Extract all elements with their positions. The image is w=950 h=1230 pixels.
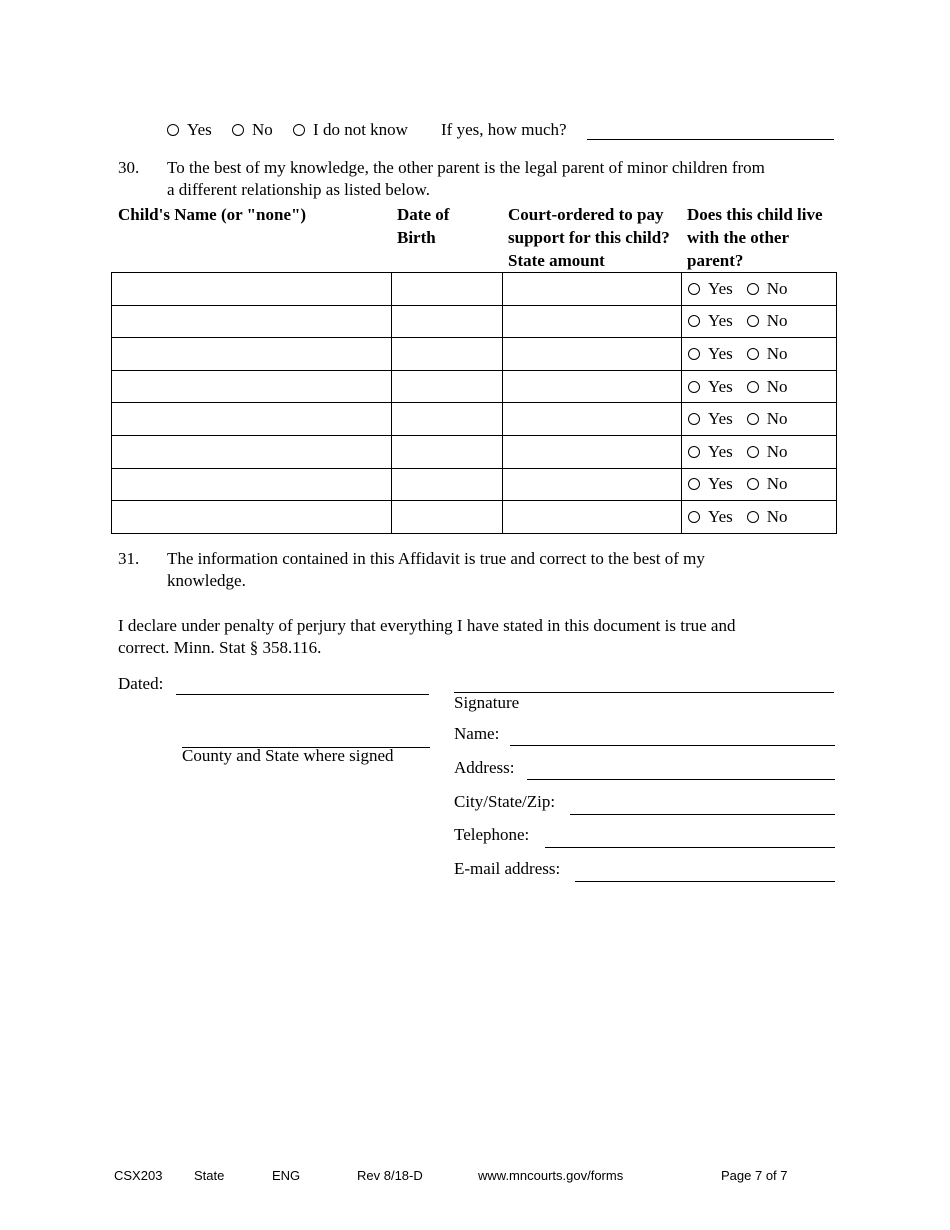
lives-with-no-label: No (766, 376, 788, 396)
child-name-cell[interactable] (112, 501, 392, 534)
footer-page-number: Page 7 of 7 (721, 1168, 788, 1183)
item-31-text-line2: knowledge. (167, 571, 246, 590)
city-state-zip-input[interactable] (570, 814, 835, 815)
radio-circle-icon[interactable] (232, 124, 244, 136)
radio-circle-icon[interactable] (747, 381, 759, 393)
child-name-cell[interactable] (112, 273, 392, 306)
lives-with-yes-label: Yes (708, 506, 733, 526)
radio-circle-icon[interactable] (747, 478, 759, 490)
lives-with-yes-option[interactable] (688, 474, 733, 494)
child-support-cell[interactable] (503, 435, 682, 468)
telephone-input[interactable] (545, 847, 835, 848)
table-row (112, 338, 837, 371)
lives-with-no-option[interactable] (747, 344, 788, 364)
radio-circle-icon[interactable] (688, 283, 700, 295)
footer-jurisdiction: State (194, 1168, 225, 1183)
address-input[interactable] (527, 779, 835, 780)
item-30-text-line1: To the best of my knowledge, the other parent is the legal parent of minor children from (167, 158, 765, 177)
lives-with-no-option[interactable] (747, 409, 788, 429)
col-header-support: Court-ordered to pay support for this child? State amount (508, 205, 670, 270)
child-dob-cell[interactable] (392, 435, 503, 468)
declaration-line2: correct. Minn. Stat § 358.116. (118, 638, 322, 657)
name-label: Name: (454, 724, 500, 743)
lives-with-no-option[interactable] (747, 311, 788, 331)
lives-with-yes-option[interactable] (688, 377, 733, 397)
col-header-dob: Date of Birth (397, 205, 450, 247)
how-much-input[interactable] (587, 139, 834, 140)
child-dob-cell[interactable] (392, 273, 503, 306)
lives-with-no-option[interactable] (747, 507, 788, 527)
lives-with-cell (682, 435, 837, 468)
lives-with-no-option[interactable] (747, 279, 788, 299)
item-30-number: 30. (118, 158, 140, 177)
radio-no-label: No (252, 120, 273, 139)
child-name-cell[interactable] (112, 468, 392, 501)
lives-with-yes-label: Yes (708, 409, 733, 429)
lives-with-no-option[interactable] (747, 377, 788, 397)
city-state-zip-label: City/State/Zip: (454, 792, 556, 811)
radio-circle-icon[interactable] (688, 478, 700, 490)
lives-with-yes-label: Yes (708, 311, 733, 331)
radio-yes-option[interactable] (167, 120, 212, 140)
lives-with-cell (682, 468, 837, 501)
lives-with-no-label: No (766, 441, 788, 461)
radio-circle-icon[interactable] (747, 283, 759, 295)
child-name-cell[interactable] (112, 370, 392, 403)
child-dob-cell[interactable] (392, 370, 503, 403)
lives-with-yes-option[interactable] (688, 311, 733, 331)
signature-label: Signature (454, 693, 520, 712)
table-row (112, 501, 837, 534)
dated-input[interactable] (176, 694, 429, 695)
lives-with-cell (682, 273, 837, 306)
lives-with-cell (682, 370, 837, 403)
radio-circle-icon[interactable] (688, 315, 700, 327)
lives-with-no-label: No (766, 311, 788, 331)
telephone-label: Telephone: (454, 825, 530, 844)
footer-form-id: CSX203 (114, 1168, 163, 1183)
top-question (167, 120, 408, 140)
radio-circle-icon[interactable] (747, 315, 759, 327)
child-support-cell[interactable] (503, 338, 682, 371)
lives-with-cell (682, 403, 837, 436)
table-row (112, 305, 837, 338)
footer-url[interactable]: www.mncourts.gov/forms (478, 1168, 624, 1183)
radio-circle-icon[interactable] (688, 511, 700, 523)
lives-with-yes-option[interactable] (688, 409, 733, 429)
child-support-cell[interactable] (503, 273, 682, 306)
child-dob-cell[interactable] (392, 501, 503, 534)
child-support-cell[interactable] (503, 370, 682, 403)
dated-label: Dated: (118, 674, 164, 693)
lives-with-cell (682, 501, 837, 534)
lives-with-yes-option[interactable] (688, 507, 733, 527)
lives-with-no-label: No (766, 409, 788, 429)
child-name-cell[interactable] (112, 338, 392, 371)
how-much-label: If yes, how much? (441, 120, 567, 139)
child-dob-cell[interactable] (392, 305, 503, 338)
footer-revision: Rev 8/18-D (357, 1168, 423, 1183)
child-dob-cell[interactable] (392, 338, 503, 371)
lives-with-yes-label: Yes (708, 441, 733, 461)
col-header-child-name: Child's Name (or "none") (118, 205, 307, 224)
name-input[interactable] (510, 745, 835, 746)
lives-with-cell (682, 338, 837, 371)
child-name-cell[interactable] (112, 435, 392, 468)
child-dob-cell[interactable] (392, 403, 503, 436)
lives-with-yes-option[interactable] (688, 279, 733, 299)
radio-unknown-label: I do not know (313, 120, 408, 139)
child-support-cell[interactable] (503, 501, 682, 534)
radio-circle-icon[interactable] (747, 446, 759, 458)
radio-circle-icon[interactable] (688, 348, 700, 360)
table-row (112, 370, 837, 403)
child-support-cell[interactable] (503, 468, 682, 501)
child-dob-cell[interactable] (392, 468, 503, 501)
declaration-line1: I declare under penalty of perjury that everything I have stated in this document is true and (118, 616, 736, 635)
table-row (112, 435, 837, 468)
child-name-cell[interactable] (112, 403, 392, 436)
lives-with-no-option[interactable] (747, 474, 788, 494)
radio-circle-icon[interactable] (747, 413, 759, 425)
col-header-lives-with: Does this child live with the other parent? (687, 205, 823, 270)
radio-circle-icon[interactable] (167, 124, 179, 136)
lives-with-yes-label: Yes (708, 474, 733, 494)
lives-with-no-label: No (766, 506, 788, 526)
county-state-label: County and State where signed (182, 746, 394, 765)
radio-circle-icon[interactable] (747, 511, 759, 523)
lives-with-no-label: No (766, 474, 788, 494)
table-row (112, 273, 837, 306)
radio-unknown-option[interactable] (293, 120, 408, 140)
child-name-cell[interactable] (112, 305, 392, 338)
item-30-text-line2: a different relationship as listed below. (167, 180, 430, 199)
radio-no-option[interactable] (232, 120, 273, 140)
radio-circle-icon[interactable] (747, 348, 759, 360)
radio-circle-icon[interactable] (688, 446, 700, 458)
item-31-text-line1: The information contained in this Affidavit is true and correct to the best of my (167, 549, 705, 568)
radio-circle-icon[interactable] (293, 124, 305, 136)
radio-circle-icon[interactable] (688, 381, 700, 393)
lives-with-yes-option[interactable] (688, 442, 733, 462)
address-label: Address: (454, 758, 515, 777)
lives-with-yes-label: Yes (708, 376, 733, 396)
lives-with-no-label: No (766, 278, 788, 298)
lives-with-cell (682, 305, 837, 338)
child-support-cell[interactable] (503, 305, 682, 338)
lives-with-no-option[interactable] (747, 442, 788, 462)
lives-with-yes-option[interactable] (688, 344, 733, 364)
email-label: E-mail address: (454, 859, 561, 878)
lives-with-yes-label: Yes (708, 278, 733, 298)
child-support-cell[interactable] (503, 403, 682, 436)
children-table (111, 272, 837, 534)
radio-yes-label: Yes (187, 120, 212, 139)
table-row (112, 403, 837, 436)
lives-with-no-label: No (766, 343, 788, 363)
table-row (112, 468, 837, 501)
item-31-number: 31. (118, 549, 140, 568)
radio-circle-icon[interactable] (688, 413, 700, 425)
email-input[interactable] (575, 881, 835, 882)
lives-with-yes-label: Yes (708, 343, 733, 363)
footer-language: ENG (272, 1168, 301, 1183)
